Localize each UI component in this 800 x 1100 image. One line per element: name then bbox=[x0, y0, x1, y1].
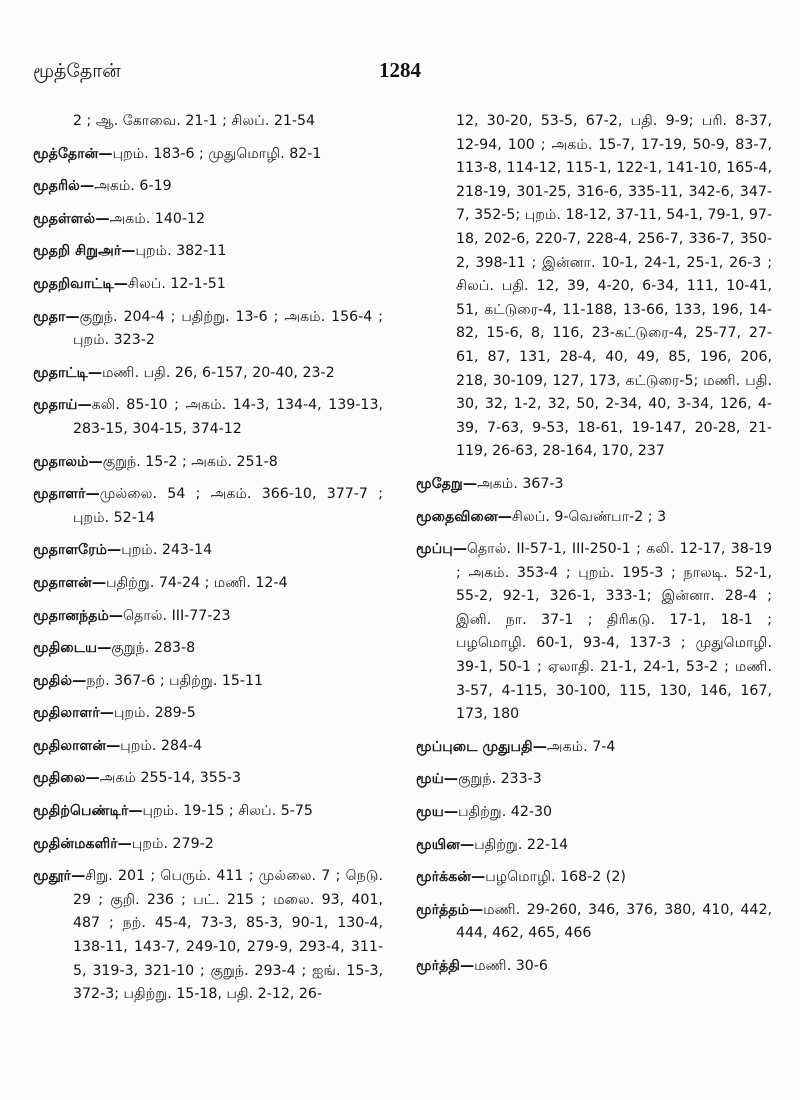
references: குறுந். 204-4 ; பதிற்று. 13-6 ; அகம். 156-4 ; புறம். 323-2 bbox=[73, 308, 383, 349]
references: சிலப். 9-வெண்பா-2 ; 3 bbox=[511, 508, 667, 525]
index-entry bbox=[33, 735, 383, 759]
index-entry bbox=[33, 483, 383, 530]
headword: மூதிடைய— bbox=[33, 640, 112, 657]
index-entry bbox=[33, 637, 383, 661]
index-entry bbox=[33, 572, 383, 596]
references: அகம் 255-14, 355-3 bbox=[99, 770, 241, 787]
references: சிறு. 201 ; பெரும். 411 ; முல்லை. 7 ; நெடு. 29 ; குறி. 236 ; பட். 215 ; மலை. 93, 401, 487 ; நற். 45-4, 73-3, 85-3, 90-1, 130-4, 138-11, 143-7, 249-10, 279-9, 293-4, 311-5, 319-3, 321-10 ; குறுந். 293-4 ; ஐங். 15-3, 372-3; பதிற்று. 15-18, பதி. 2-12, 26- bbox=[73, 868, 383, 1003]
index-entry bbox=[416, 736, 772, 760]
references: புறம். 289-5 bbox=[113, 705, 196, 722]
references: பதிற்று. 22-14 bbox=[474, 836, 569, 853]
references: புறம். 382-11 bbox=[135, 243, 227, 260]
headword: மூதாளர்— bbox=[33, 486, 100, 503]
index-entry bbox=[416, 538, 772, 727]
headword: மூதூர்— bbox=[33, 868, 86, 885]
index-entry bbox=[33, 240, 383, 264]
index-entry bbox=[416, 899, 772, 946]
index-entry bbox=[33, 273, 383, 297]
index-entry bbox=[33, 208, 383, 232]
references: கலி. 85-10 ; அகம். 14-3, 134-4, 139-13, 283-15, 304-15, 374-12 bbox=[73, 397, 383, 437]
references: 12, 30-20, 53-5, 67-2, பதி. 9-9; பரி. 8-37, 12-94, 100 ; அகம். 15-7, 17-19, 50-9, 83-7, 113-8, 114-12, 115-1, 122-1, 141-10, 165-4, 218-19, 301-25, 316-6, 335-11, 342-6, 347-7, 352-5; புறம். 18-12, 37-11, 54-1, 79-1, 97-18, 202-6, 220-7, 228-4, 256-7, 336-7, 350-2, 398-11 ; இன்னா. 10-1, 24-1, 25-1, 26-3 ; சிலப். பதி. 12, 39, 4-20, 6-34, 111, 10-41, 51, கட்டுரை-4, 11-188, 13-66, 133, 196, 14-82, 15-6, 8, 116, 23-கட்டுரை-4, 25-77, 27-61, 87, 131, 28-4, 40, 49, 85, 196, 206, 218, 30-109, 127, 173, கட்டுரை-5; மணி. பதி. 30, 32, 1-2, 32, 50, 2-34, 40, 3-34, 126, 4-39, 7-63, 9-53, 18-61, 19-147, 20-28, 21-119, 26-63, 28-164, 170, 237 bbox=[456, 113, 772, 460]
references: புறம். 279-2 bbox=[131, 835, 214, 852]
headword: மூதாட்டி— bbox=[33, 364, 103, 381]
headword: மூர்த்தம்— bbox=[416, 901, 484, 918]
references: சிலப். 12-1-51 bbox=[127, 275, 226, 292]
index-entry bbox=[416, 506, 772, 530]
references: புறம். 284-4 bbox=[120, 737, 203, 754]
right-column bbox=[416, 110, 772, 988]
index-entry bbox=[33, 833, 383, 857]
headword: மூத்தோன்— bbox=[33, 145, 113, 162]
headword: மூதிலாளர்— bbox=[33, 705, 114, 722]
index-entry bbox=[416, 866, 772, 890]
references: குறுந். 233-3 bbox=[458, 771, 542, 788]
references: அகம். 140-12 bbox=[109, 210, 206, 227]
index-entry bbox=[416, 768, 772, 792]
references: தொல். II-57-1, III-250-1 ; கலி. 12-17, 38-19 ; அகம். 353-4 ; புறம். 195-3 ; நாலடி. 52-1, 55-2, 92-1, 326-1, 333-1; இன்னா. 28-4 ; இனி. நா. 37-1 ; திரிகடு. 17-1, 18-1 ; பழமொழி. 60-1, 93-4, 137-3 ; முதுமொழி. 39-1, 50-1 ; ஏலாதி. 21-1, 24-1, 53-2 ; மணி. 3-57, 4-115, 30-100, 115, 130, 146, 167, 173, 180 bbox=[456, 541, 772, 723]
index-entry bbox=[416, 110, 772, 464]
references: 2 ; ஆ. கோவை. 21-1 ; சிலப். 21-54 bbox=[73, 113, 316, 129]
index-entry bbox=[33, 800, 383, 824]
headword: மூதரில்— bbox=[33, 178, 95, 195]
running-head: மூத்தோன் bbox=[33, 60, 121, 82]
index-entry bbox=[33, 539, 383, 563]
index-entry bbox=[33, 865, 383, 1007]
headword: மூதாய்— bbox=[33, 397, 92, 414]
references: அகம். 7-4 bbox=[546, 738, 616, 755]
references: புறம். 19-15 ; சிலப். 5-75 bbox=[142, 803, 313, 820]
index-entry bbox=[33, 362, 383, 386]
references: அகம். 6-19 bbox=[94, 178, 172, 195]
references: மணி. 30-6 bbox=[474, 958, 548, 974]
headword: மூர்க்கன்— bbox=[416, 869, 486, 886]
references: மணி. பதி. 26, 6-157, 20-40, 23-2 bbox=[102, 364, 335, 381]
headword: மூதறிவாட்டி— bbox=[33, 275, 128, 292]
headword: மூப்பு— bbox=[416, 541, 468, 558]
headword: மூதிலை— bbox=[33, 770, 100, 787]
index-entry bbox=[33, 702, 383, 726]
index-entry bbox=[33, 451, 383, 475]
references: தொல். III-77-23 bbox=[123, 607, 231, 624]
headword: மூதா— bbox=[33, 308, 80, 325]
headword: மூதறி சிறுஅர்— bbox=[33, 243, 136, 260]
headword: மூதானந்தம்— bbox=[33, 607, 124, 624]
references: பதிற்று. 42-30 bbox=[458, 804, 553, 821]
headword: மூதாளன்— bbox=[33, 574, 107, 591]
references: பதிற்று. 74-24 ; மணி. 12-4 bbox=[106, 574, 288, 591]
index-entry bbox=[33, 670, 383, 694]
references: குறுந். 283-8 bbox=[111, 640, 196, 657]
headword: மூதள்ளல்— bbox=[33, 210, 110, 227]
index-entry bbox=[33, 605, 383, 629]
headword: மூதின்மகளிர்— bbox=[33, 835, 132, 852]
page-header bbox=[0, 60, 800, 90]
headword: மூர்த்தி— bbox=[416, 958, 475, 974]
references: குறுந். 15-2 ; அகம். 251-8 bbox=[102, 453, 278, 470]
headword: மூய— bbox=[416, 804, 459, 821]
left-column bbox=[33, 110, 383, 1016]
index-entry bbox=[416, 801, 772, 825]
index-entry bbox=[33, 394, 383, 441]
references: அகம். 367-3 bbox=[477, 475, 564, 492]
headword: மூதாளரேம்— bbox=[33, 542, 122, 559]
index-entry bbox=[33, 175, 383, 199]
index-entry bbox=[33, 767, 383, 791]
headword: மூயின— bbox=[416, 836, 475, 853]
index-entry bbox=[416, 834, 772, 858]
references: புறம். 243-14 bbox=[121, 542, 213, 559]
references: மணி. 29-260, 346, 376, 380, 410, 442, 444, 462, 465, 466 bbox=[456, 901, 772, 942]
headword: மூதிலாளன்— bbox=[33, 737, 121, 754]
index-entry bbox=[33, 143, 383, 167]
references: புறம். 183-6 ; முதுமொழி. 82-1 bbox=[112, 145, 322, 162]
headword: மூப்புடை முதுபதி— bbox=[416, 738, 547, 755]
index-entry bbox=[33, 110, 383, 134]
references: முல்லை. 54 ; அகம். 366-10, 377-7 ; புறம். 52-14 bbox=[73, 486, 383, 526]
index-entry bbox=[416, 955, 772, 979]
headword: மூதைவினை— bbox=[416, 508, 512, 525]
headword: மூதாலம்— bbox=[33, 453, 103, 470]
references: பழமொழி. 168-2 (2) bbox=[485, 869, 626, 886]
page-number: 1284 bbox=[379, 58, 421, 82]
headword: மூதேறு— bbox=[416, 475, 478, 492]
headword: மூய்— bbox=[416, 771, 459, 788]
index-entry bbox=[33, 306, 383, 353]
headword: மூதிற்பெண்டிர்— bbox=[33, 803, 143, 820]
headword: மூதில்— bbox=[33, 672, 87, 689]
references: நற். 367-6 ; பதிற்று. 15-11 bbox=[86, 672, 264, 689]
index-entry bbox=[416, 473, 772, 497]
